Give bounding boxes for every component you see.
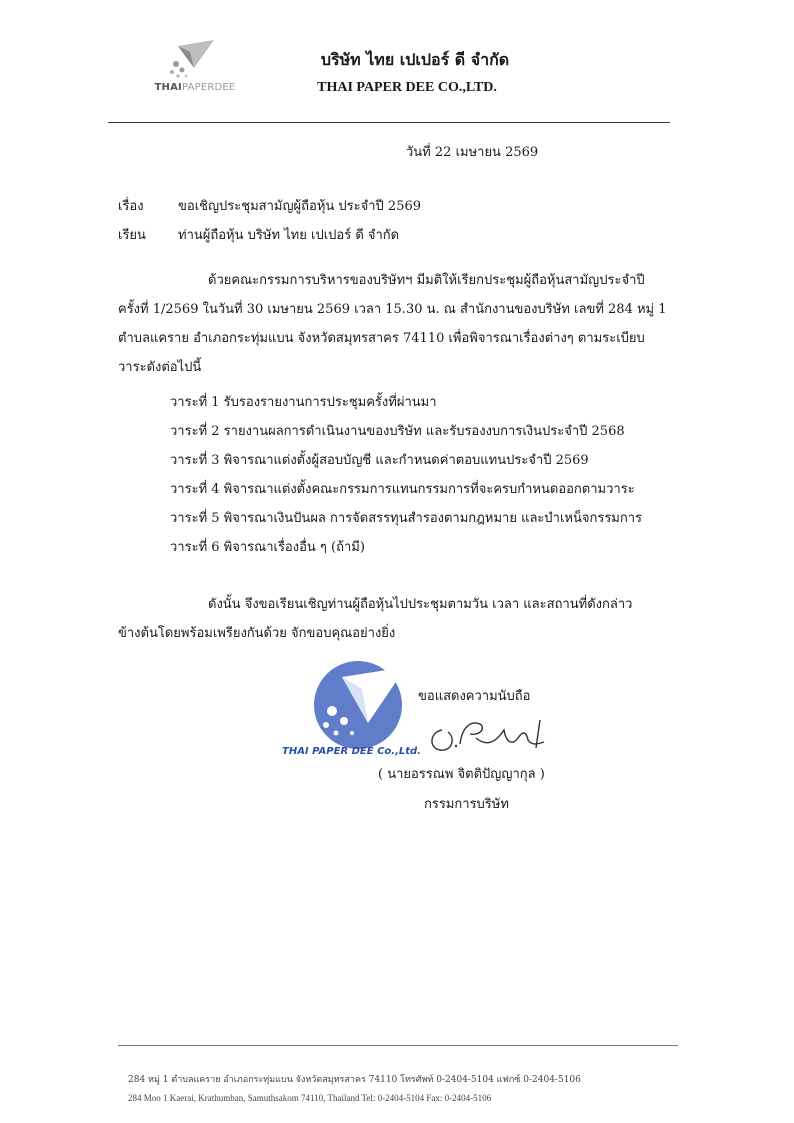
closing-line: ดังนั้น จึงขอเรียนเชิญท่านผู้ถือหุ้นไปประชุมตามวัน เวลา และสถานที่ดังกล่าว: [208, 597, 633, 612]
handwritten-signature: [420, 700, 570, 760]
signer-name: ( นายอรรณพ จิตติปัญญากุล ): [378, 767, 545, 782]
paper-plane-icon: [168, 38, 216, 80]
body-line: วาระดังต่อไปนี้: [118, 360, 202, 375]
recipient-label: เรียน: [118, 228, 146, 243]
footer-address-english: 284 Moo 1 Kaerai, Krathumban, Samuthsakom 74110, Thailand Tel: 0-2404-5104 Fax: 0-2404-5106: [128, 1093, 492, 1103]
body-line: ตำบลแคราย อำเภอกระทุ่มแบน จังหวัดสมุทรสาคร 74110 เพื่อพิจารณาเรื่องต่างๆ ตามระเบียบ: [118, 331, 645, 346]
header-divider: [108, 122, 670, 123]
footer-divider: [118, 1045, 678, 1046]
company-name-thai: บริษัท ไทย เปเปอร์ ดี จำกัด: [320, 50, 510, 69]
stamp-company-name: THAI PAPER DEE Co.,Ltd.: [282, 746, 421, 757]
body-line: ด้วยคณะกรรมการบริหารของบริษัทฯ มีมติให้เรียกประชุมผู้ถือหุ้นสามัญประจำปี: [208, 273, 645, 288]
company-logo: [140, 38, 250, 102]
letter-date: วันที่ 22 เมษายน 2569: [406, 145, 539, 160]
footer-address-thai: 284 หมู่ 1 ตำบลแคราย อำเภอกระทุ่มแบน จังหวัดสมุทรสาคร 74110 โทรศัพท์ 0-2404-5104 แฟกซ์ 0-2404-5106: [128, 1075, 581, 1085]
agenda-item: วาระที่ 3 พิจารณาแต่งตั้งผู้สอบบัญชี และกำหนดค่าตอบแทนประจำปี 2569: [170, 453, 589, 468]
body-paragraph: [118, 266, 668, 382]
agenda-item: วาระที่ 6 พิจารณาเรื่องอื่น ๆ (ถ้ามี): [170, 540, 365, 555]
recipient-text: ท่านผู้ถือหุ้น บริษัท ไทย เปเปอร์ ดี จำกัด: [178, 228, 400, 243]
agenda-item: วาระที่ 1 รับรองรายงานการประชุมครั้งที่ผ่านมา: [170, 395, 437, 410]
closing-line: ข้างต้นโดยพร้อมเพรียงกันด้วย จักขอบคุณอย่างยิ่ง: [118, 626, 396, 641]
closing-paragraph: [118, 590, 678, 648]
logo-wordmark: THAIPAPERDEE: [154, 82, 236, 93]
subject-text: ขอเชิญประชุมสามัญผู้ถือหุ้น ประจำปี 2569: [178, 199, 422, 214]
company-name-english: THAI PAPER DEE CO.,LTD.: [317, 80, 497, 95]
signer-position: กรรมการบริษัท: [424, 797, 509, 812]
agenda-item: วาระที่ 5 พิจารณาเงินปันผล การจัดสรรทุนสำรองตามกฎหมาย และบำเหน็จกรรมการ: [170, 511, 643, 526]
body-line: ครั้งที่ 1/2569 ในวันที่ 30 เมษายน 2569 เวลา 15.30 น. ณ สำนักงานของบริษัท เลขที่ 284 หมู่ 1: [118, 302, 667, 317]
agenda-item: วาระที่ 4 พิจารณาแต่งตั้งคณะกรรมการแทนกรรมการที่จะครบกำหนดออกตามวาระ: [170, 482, 635, 497]
agenda-list: [170, 391, 642, 565]
agenda-item: วาระที่ 2 รายงานผลการดำเนินงานของบริษัท และรับรองงบการเงินประจำปี 2568: [170, 424, 625, 439]
closing-regards: ขอแสดงความนับถือ: [418, 689, 531, 704]
subject-label: เรื่อง: [118, 199, 144, 214]
